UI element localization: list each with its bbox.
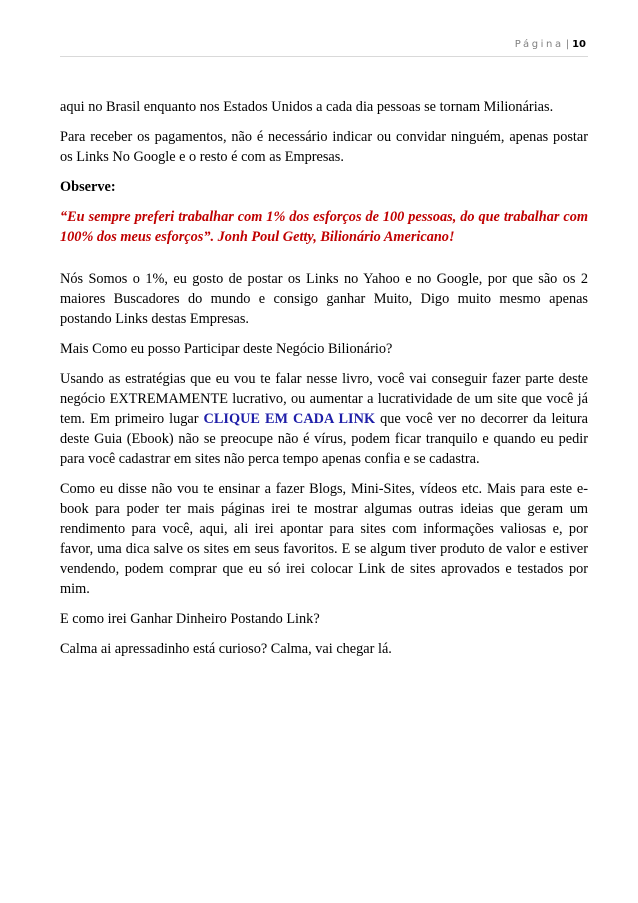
getty-quote: “Eu sempre preferi trabalhar com 1% dos esforços de 100 pessoas, do que trabalhar com 100% dos meus esforços”. Jonh Poul Getty, Bilionário Americano! [60, 209, 588, 245]
paragraph-6: Como eu disse não vou te ensinar a fazer Blogs, Mini-Sites, vídeos etc. Mais para este e-book para poder ter mais páginas irei te mostrar algumas outras ideias que geram um rendimento para você, aqui, ali irei apontar para sites com informações valiosas e, por favor, uma dica salve os sites em seus favoritos. E se algum tiver produto de valor e estiver vendendo, podem comprar que eu só irei colocar Link de sites aprovados e testados por mim. [60, 481, 588, 597]
observe-heading: Observe: [60, 179, 116, 195]
paragraph-2: Para receber os pagamentos, não é necessário indicar ou convidar ninguém, apenas postar os Links No Google e o resto é com as Empresas. [60, 129, 588, 165]
page-label: Página [514, 39, 564, 50]
paragraph-8: Calma ai apressadinho está curioso? Calma, vai chegar lá. [60, 641, 392, 657]
header-divider [60, 56, 588, 57]
paragraph-1: aqui no Brasil enquanto nos Estados Unidos a cada dia pessoas se tornam Milionárias. [60, 99, 554, 115]
paragraph-5-start: Usando as estratégias que eu vou te falar nesse livro, você vai conseguir fazer parte deste negócio EXTREMAMENTE lucrativo, ou aumentar a lucratividade de um site que você já tem. Em primeiro lugar [60, 371, 588, 427]
click-each-link-text: CLIQUE EM CADA LINK [203, 411, 376, 427]
header-separator: | [565, 39, 570, 50]
document-body [60, 97, 588, 669]
paragraph-7: E como irei Ganhar Dinheiro Postando Link? [60, 611, 320, 627]
page-number: 10 [572, 39, 586, 50]
paragraph-5-end: que você ver no decorrer da leitura deste Guia (Ebook) não se preocupe não é vírus, podem ficar tranquilo e quando eu pedir para você cadastrar em sites não perca tempo apenas confia e se cadastra. [60, 411, 588, 467]
paragraph-3: Nós Somos o 1%, eu gosto de postar os Links no Yahoo e no Google, por que são os 2 maiores Buscadores do mundo e consigo ganhar Muito, Digo muito mesmo apenas postando Links destas Empresas. [60, 271, 588, 327]
paragraph-4: Mais Como eu posso Participar deste Negócio Bilionário? [60, 341, 393, 357]
page-header [515, 39, 586, 50]
paragraph-5 [60, 369, 588, 469]
